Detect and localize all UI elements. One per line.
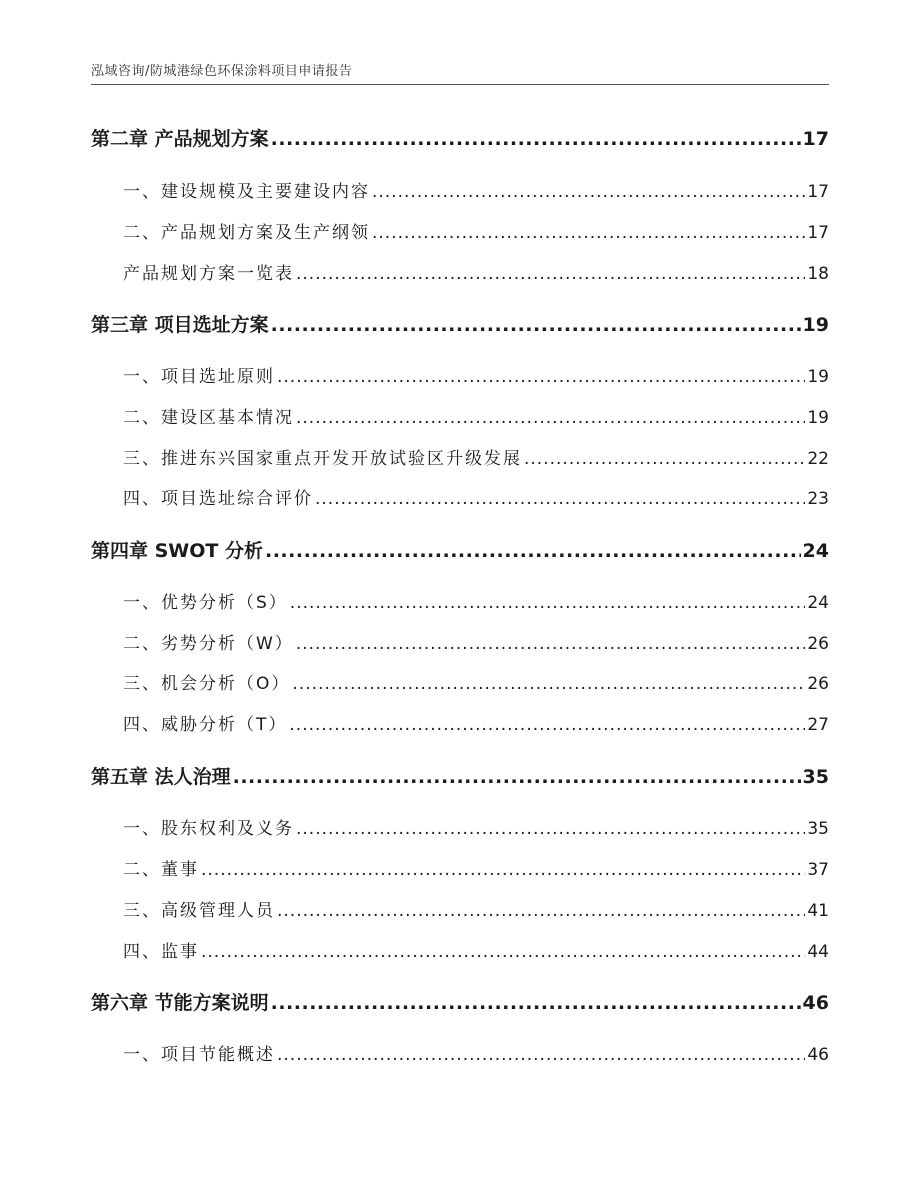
toc-leader-dots [277, 901, 805, 921]
toc-chapter-title: 第二章 产品规划方案 [91, 128, 269, 150]
toc-page-number: 17 [807, 223, 829, 243]
toc-leader-dots [315, 489, 805, 509]
toc-section-entry[interactable] [123, 444, 829, 469]
toc-leader-dots [201, 942, 805, 962]
toc-leader-dots [289, 715, 805, 735]
toc-leader-dots [271, 314, 801, 336]
toc-page-number: 26 [807, 674, 829, 694]
toc-page-number: 46 [807, 1045, 829, 1065]
toc-section-title: 劣势分析（W） [161, 634, 294, 654]
toc-page-number: 46 [802, 992, 829, 1014]
toc-page-number: 35 [802, 766, 829, 788]
toc-page-number: 22 [807, 449, 829, 469]
toc-chapter-title: 第三章 项目选址方案 [91, 314, 269, 336]
toc-page-number: 17 [802, 128, 829, 150]
toc-leader-dots [271, 992, 801, 1014]
toc-section-title: 建设规模及主要建设内容 [161, 182, 370, 202]
toc-section-entry[interactable] [123, 669, 829, 694]
toc-section-entry[interactable] [123, 855, 829, 880]
toc-section-number: 一、 [123, 593, 161, 613]
toc-chapter-title: 第六章 节能方案说明 [91, 992, 269, 1014]
toc-page-number: 19 [802, 314, 829, 336]
toc-chapter-entry[interactable] [91, 124, 829, 151]
toc-page-number: 27 [807, 715, 829, 735]
toc-section-entry[interactable] [123, 896, 829, 921]
toc-section-number: 三、 [123, 901, 161, 921]
toc-chapter-entry[interactable] [91, 536, 829, 563]
toc-section-entry[interactable] [123, 588, 829, 613]
toc-leader-dots [271, 128, 801, 150]
toc-section-title: 项目节能概述 [161, 1045, 275, 1065]
toc-chapter-entry[interactable] [91, 762, 829, 789]
toc-page-number: 23 [807, 489, 829, 509]
toc-section-entry[interactable] [123, 484, 829, 509]
toc-section-entry[interactable] [123, 1040, 829, 1065]
toc-section-title: 产品规划方案一览表 [123, 264, 294, 284]
toc-page-number: 17 [807, 182, 829, 202]
toc-section-entry[interactable] [123, 937, 829, 962]
toc-leader-dots [372, 223, 805, 243]
toc-leader-dots [277, 367, 805, 387]
toc-page-number: 24 [807, 593, 829, 613]
toc-leader-dots [524, 449, 805, 469]
toc-section-title: 产品规划方案及生产纲领 [161, 223, 370, 243]
toc-leader-dots [277, 1045, 805, 1065]
toc-section-title: 威胁分析（T） [161, 715, 288, 735]
toc-leader-dots [233, 766, 801, 788]
toc-section-number: 四、 [123, 942, 161, 962]
toc-page-number: 35 [807, 819, 829, 839]
toc-chapter-entry[interactable] [91, 310, 829, 337]
toc-leader-dots [372, 182, 805, 202]
toc-section-entry[interactable] [123, 710, 829, 735]
toc-leader-dots [296, 819, 805, 839]
toc-chapter-title: 第四章 SWOT 分析 [91, 540, 263, 562]
toc-leader-dots [296, 408, 805, 428]
toc-page-number: 26 [807, 634, 829, 654]
toc-page-number: 41 [807, 901, 829, 921]
toc-section-title: 优势分析（S） [161, 593, 288, 613]
toc-section-entry[interactable] [123, 403, 829, 428]
toc-page-number: 19 [807, 408, 829, 428]
toc-section-title: 项目选址原则 [161, 367, 275, 387]
toc-section-title: 股东权利及义务 [161, 819, 294, 839]
toc-section-number: 二、 [123, 860, 161, 880]
toc-section-entry[interactable] [123, 362, 829, 387]
toc-section-title: 项目选址综合评价 [161, 489, 313, 509]
toc-chapter-entry[interactable] [91, 988, 829, 1015]
toc-section-number: 一、 [123, 1045, 161, 1065]
toc-section-title: 高级管理人员 [161, 901, 275, 921]
toc-section-number: 二、 [123, 223, 161, 243]
toc-chapter-title: 第五章 法人治理 [91, 766, 231, 788]
toc-page-number: 19 [807, 367, 829, 387]
toc-section-number: 二、 [123, 634, 161, 654]
header-divider [91, 84, 829, 85]
toc-leader-dots [265, 540, 801, 562]
toc-section-number: 二、 [123, 408, 161, 428]
toc-page-number: 24 [802, 540, 829, 562]
toc-page-number: 37 [807, 860, 829, 880]
toc-section-number: 一、 [123, 182, 161, 202]
running-header: 泓域咨询/防城港绿色环保涂料项目申请报告 [91, 64, 353, 79]
toc-leader-dots [296, 264, 805, 284]
toc-section-title: 监事 [161, 942, 199, 962]
toc-leader-dots [292, 674, 805, 694]
toc-section-entry[interactable] [123, 814, 829, 839]
toc-section-entry[interactable] [123, 177, 829, 202]
toc-leader-dots [296, 634, 806, 654]
toc-section-title: 建设区基本情况 [161, 408, 294, 428]
toc-section-number: 三、 [123, 449, 161, 469]
toc-page-number: 44 [807, 942, 829, 962]
toc-section-number: 四、 [123, 489, 161, 509]
toc-section-title: 董事 [161, 860, 199, 880]
toc-section-entry[interactable] [123, 218, 829, 243]
toc-leader-dots [201, 860, 805, 880]
toc-section-entry[interactable] [123, 629, 829, 654]
toc-section-number: 一、 [123, 367, 161, 387]
toc-leader-dots [290, 593, 806, 613]
toc-section-number: 三、 [123, 674, 161, 694]
toc-section-number: 四、 [123, 715, 161, 735]
toc-section-number: 一、 [123, 819, 161, 839]
toc-section-title: 机会分析（O） [161, 674, 291, 694]
toc-section-entry[interactable] [123, 259, 829, 284]
toc-page-number: 18 [807, 264, 829, 284]
toc-section-title: 推进东兴国家重点开发开放试验区升级发展 [161, 449, 522, 469]
